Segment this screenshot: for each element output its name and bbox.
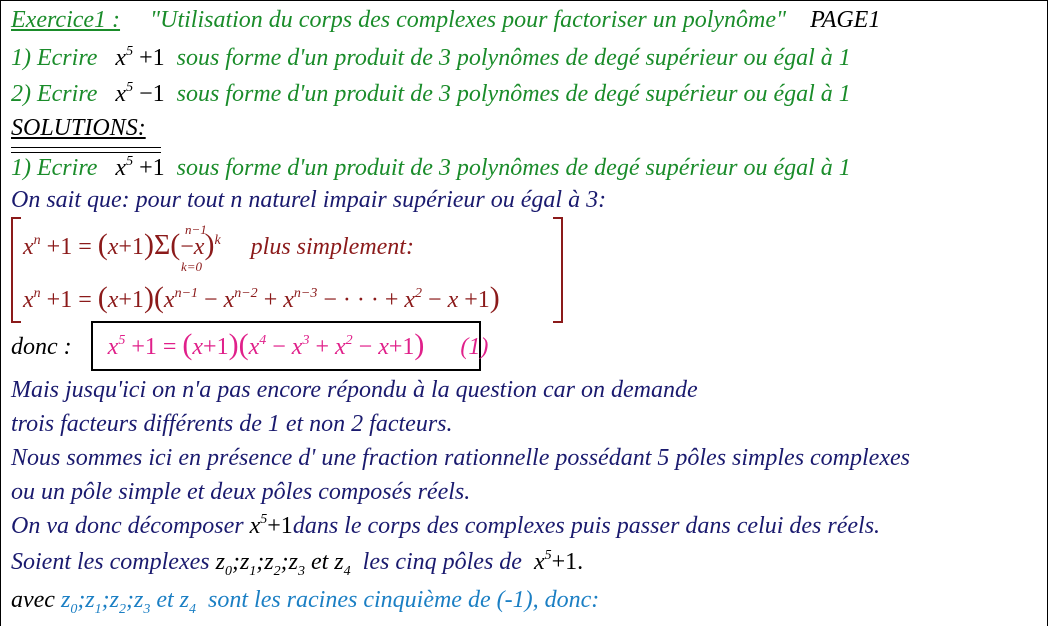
formula-line-1 (23, 230, 414, 262)
left-bracket (11, 217, 21, 323)
donc-label: donc : (11, 334, 72, 360)
formula-line-2 (23, 283, 500, 315)
paragraph-text: Nous sommes ici en présence d' une fraction rationnelle possédant 5 pôles simples complexes (11, 445, 910, 471)
plus-simplement: plus simplement: (250, 234, 414, 260)
paragraph-text: ou un pôle simple et deux pôles composés réels. (11, 479, 471, 505)
factor-equation: $x^5 +1 = (x+1)(x^4 - x^3 + x^2 - x+1)$ (107, 328, 425, 361)
intro-line (11, 185, 606, 215)
q1-expression: $x^5 +1$ (103, 44, 165, 71)
formula-expanded: $x^n +1 = (x+1)(x^{n-1} - x^{n-2} + x^{n-3}$ − · · · + $x^2 - x +1$) (23, 281, 500, 314)
paragraph-2 (11, 409, 453, 439)
decompose-post: dans le corps des complexes puis passer dans celui des réels. (292, 513, 881, 539)
question-2 (11, 79, 851, 109)
q2-rest: sous forme d'un produit de 3 polynômes de degé supérieur ou égal à 1 (176, 81, 851, 107)
soient-pre: Soient les complexes (11, 549, 210, 575)
soient-mid: les cinq pôles de (362, 549, 522, 575)
header-line (11, 5, 880, 35)
sol1-expression: $x^5 +1$ (103, 154, 165, 181)
exercise-label: Exercice1 : (11, 7, 121, 33)
sol1-prefix: 1) Ecrire (11, 155, 98, 181)
solutions-label: SOLUTIONS: (11, 115, 146, 141)
page-label: PAGE1 (810, 7, 881, 33)
donc-line (11, 330, 488, 362)
solution-1-line (11, 153, 851, 183)
right-bracket (553, 217, 563, 323)
q2-expression: $x^5 -1$ (103, 80, 165, 107)
exercise-title: "Utilisation du corps des complexes pour factoriser un polynôme" (150, 7, 787, 33)
q2-prefix: 2) Ecrire (11, 81, 98, 107)
intro-text: On sait que: pour tout n naturel impair supérieur ou égal à 3: (11, 187, 607, 213)
q1-rest: sous forme d'un produit de 3 polynômes de degé supérieur ou égal à 1 (176, 45, 851, 71)
paragraph-text: trois facteurs différents de 1 et non 2 facteurs. (11, 411, 453, 437)
roots-list: $z_0;z_1;z_2;z_3$ et $z_4$ (60, 587, 197, 617)
paragraph-4 (11, 477, 470, 507)
equation-number: (1) (460, 334, 489, 360)
avec-pre: avec (11, 587, 55, 613)
solutions-heading (11, 113, 146, 143)
soient-expression: $x^5+1$. (527, 548, 584, 575)
decompose-expression: $x^5+1$ (249, 512, 293, 539)
avec-post: sont les racines cinquième de (-1), donc: (208, 587, 600, 613)
decompose-pre: On va donc décomposer (11, 513, 244, 539)
soient-line (11, 547, 583, 577)
paragraph-3 (11, 443, 910, 473)
question-1 (11, 43, 851, 73)
paragraph-1 (11, 375, 698, 405)
formula-sum: $x^n +1 = (x+1)\Sigma(-x)^k$ (23, 228, 221, 261)
sigma-upper-limit: n−1 (185, 222, 207, 237)
q1-prefix: 1) Ecrire (11, 45, 98, 71)
sigma-lower-limit: k=0 (181, 259, 203, 274)
avec-line (11, 585, 599, 615)
sol1-rest: sous forme d'un produit de 3 polynômes de degé supérieur ou égal à 1 (176, 155, 851, 181)
poles-list: $z_0;z_1;z_2;z_3$ et $z_4$ (215, 549, 351, 579)
decompose-line (11, 511, 880, 541)
paragraph-text: Mais jusqu'ici on n'a pas encore répondu à la question car on demande (11, 377, 698, 403)
